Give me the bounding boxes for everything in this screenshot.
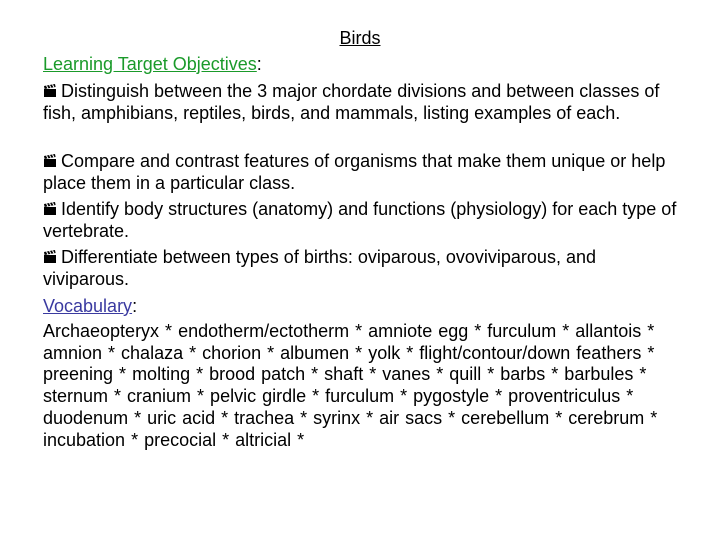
vocabulary-colon: : (132, 296, 138, 316)
vocabulary-heading: Vocabulary (43, 296, 133, 316)
objective-item (43, 198, 683, 242)
objective-text: Differentiate between types of births: oviparous, ovoviviparous, and viviparous. (43, 247, 596, 289)
objective-item (43, 246, 683, 290)
objective-text: Distinguish between the 3 major chordate divisions and between classes of fish, amphibians, reptiles, birds, and mammals, listing examples of each. (43, 81, 660, 123)
slide-title: Birds (339, 28, 381, 48)
objectives-heading-line (43, 53, 673, 75)
clapperboard-icon (43, 202, 57, 216)
objective-item (43, 80, 683, 124)
clapperboard-icon (43, 250, 57, 264)
objective-text: Compare and contrast features of organisms that make them unique or help place them in a particular class. (43, 151, 666, 193)
clapperboard-icon (43, 154, 57, 168)
objectives-colon: : (256, 54, 262, 74)
objective-item (43, 150, 683, 194)
vocabulary-heading-line (43, 295, 673, 317)
objective-text: Identify body structures (anatomy) and functions (physiology) for each type of vertebrate. (43, 199, 677, 241)
objectives-heading: Learning Target Objectives (43, 54, 257, 74)
clapperboard-icon (43, 84, 57, 98)
vocabulary-list: Archaeopteryx * endotherm/ectotherm * amniote egg * furculum * allantois * amnion * chalaza * chorion * albumen * yolk * flight/contour/down feathers * preening * molting * brood patch * shaft * vanes * quill * barbs * barbules * sternum * cranium * pelvic girdle * furculum * pygostyle * proventriculus * duodenum * uric acid * trachea * syrinx * air sacs * cerebellum * cerebrum * incubation * precocial * altricial * (43, 321, 658, 450)
